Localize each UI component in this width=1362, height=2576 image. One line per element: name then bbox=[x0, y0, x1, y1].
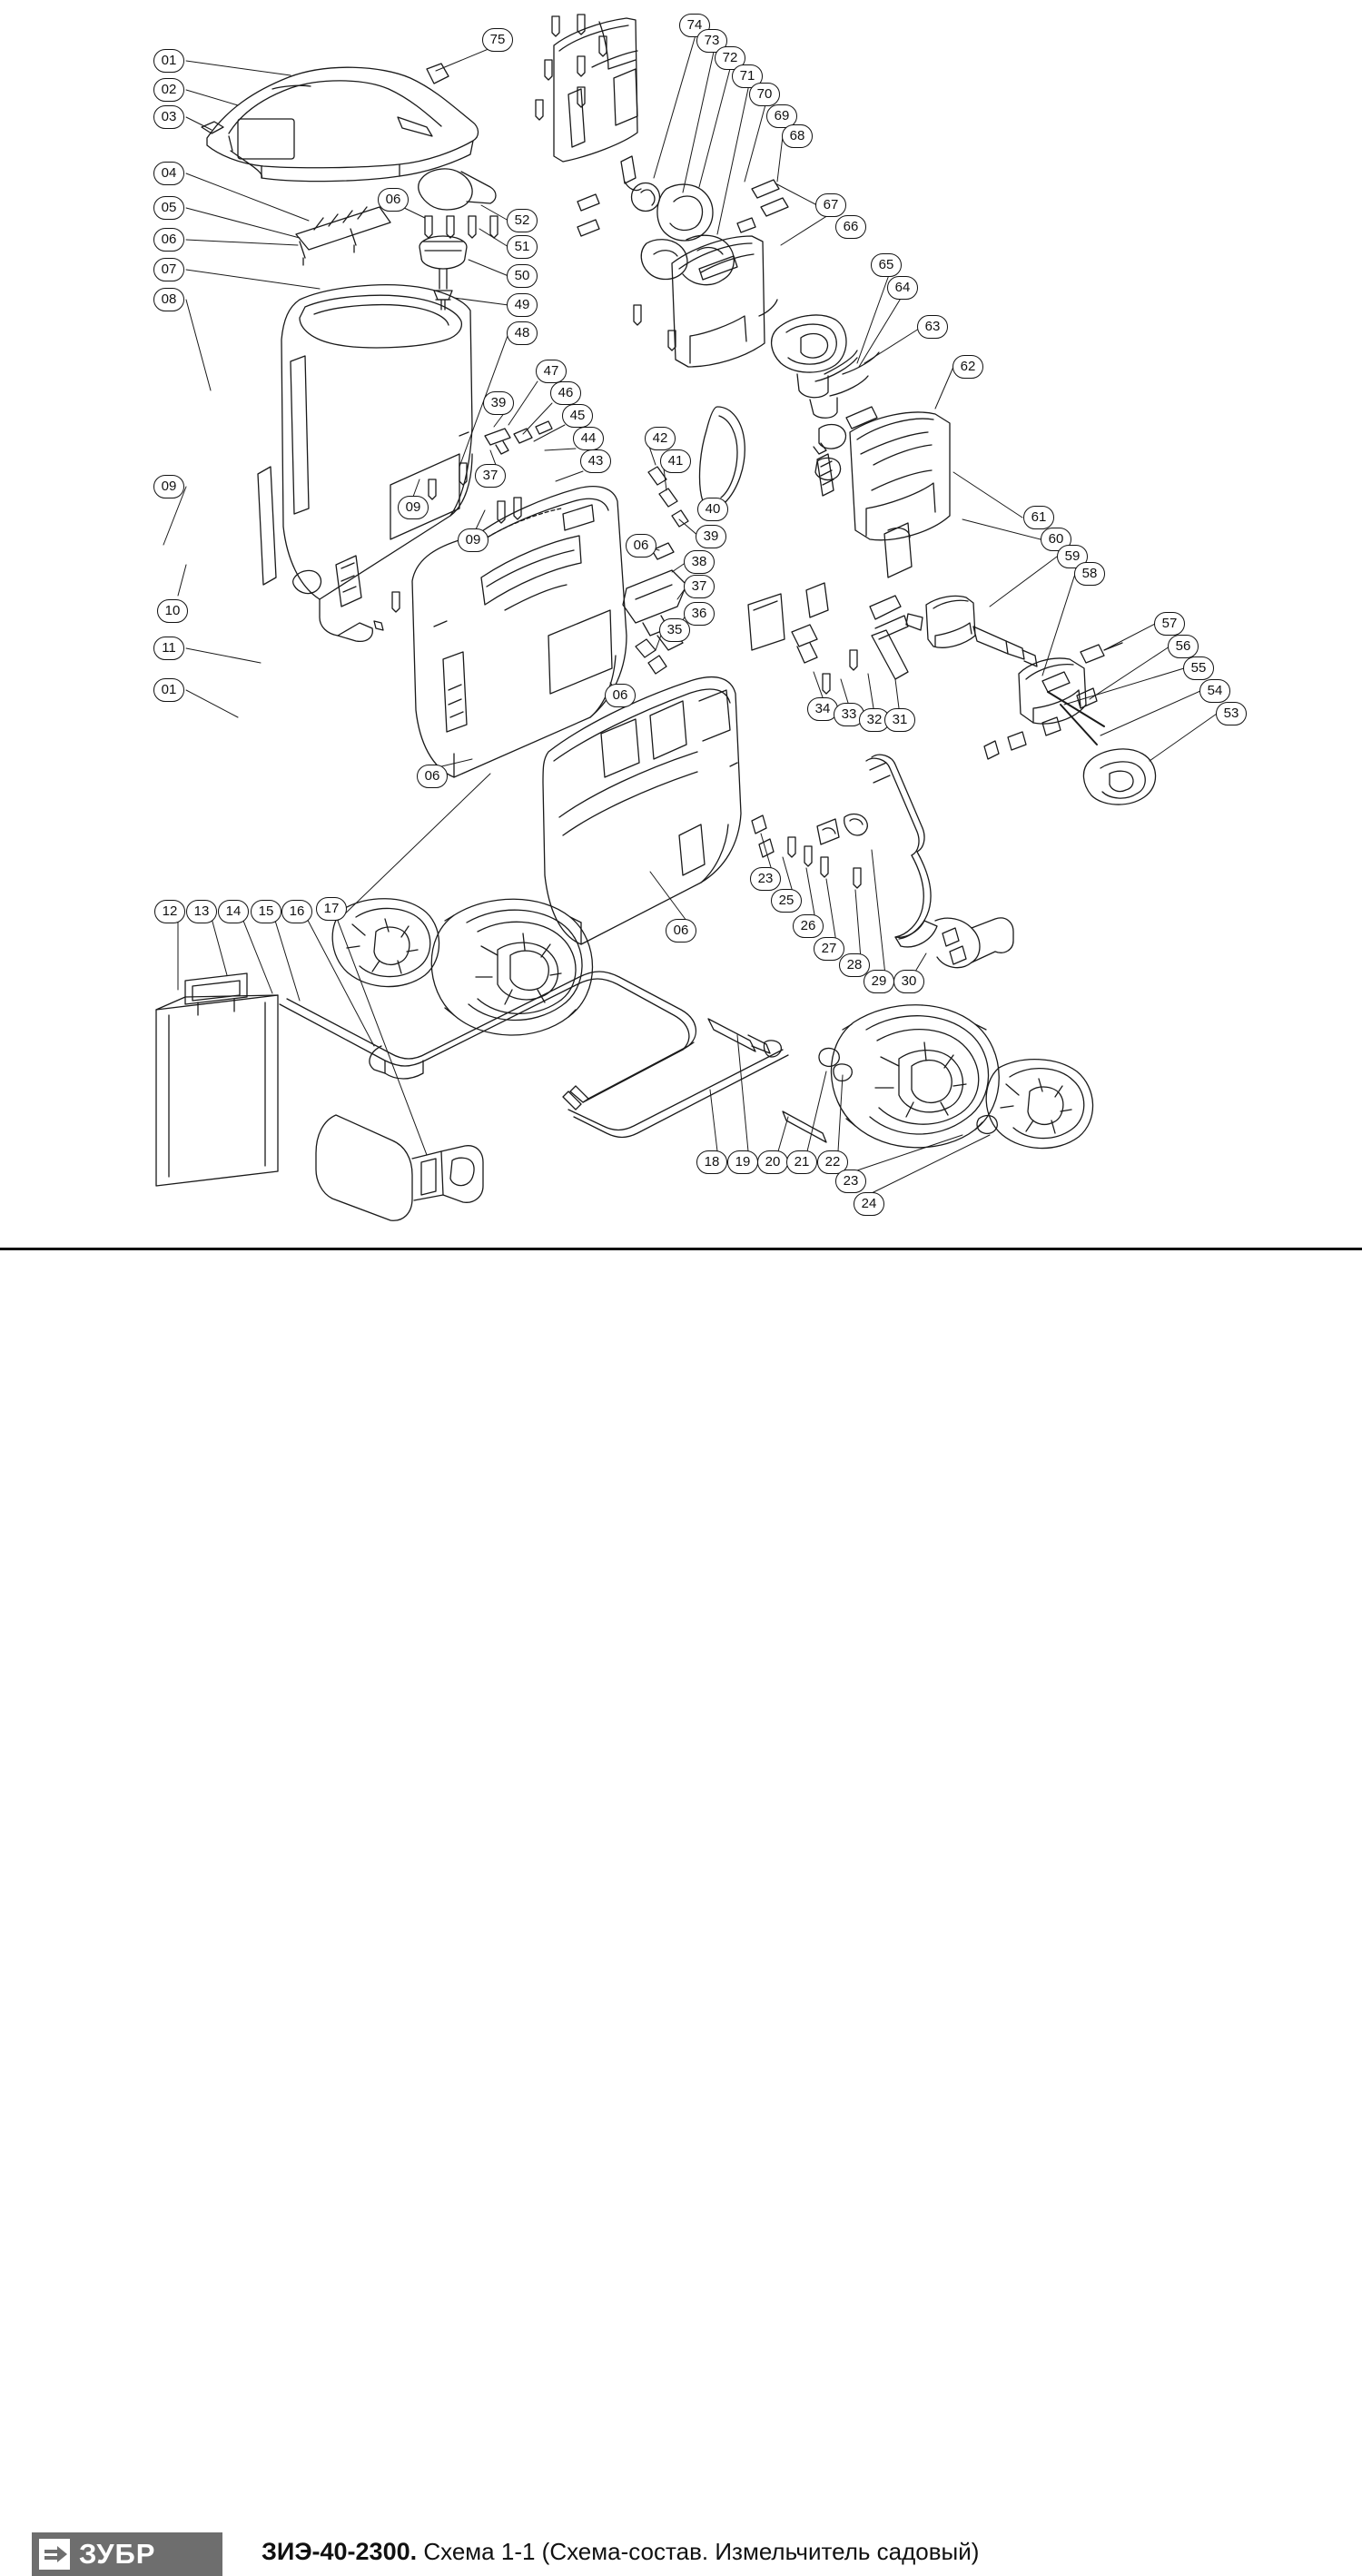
callout-27-69: 27 bbox=[814, 937, 844, 961]
callout-05-4: 05 bbox=[153, 196, 184, 220]
callout-31-41: 31 bbox=[884, 708, 915, 732]
callout-06-12: 06 bbox=[378, 188, 409, 212]
callout-20-81: 20 bbox=[757, 1150, 788, 1174]
callout-47-18: 47 bbox=[536, 360, 567, 383]
callout-06-28: 06 bbox=[605, 684, 636, 707]
callout-67-50: 67 bbox=[815, 193, 846, 217]
callout-42-30: 42 bbox=[645, 427, 676, 450]
callout-01-0: 01 bbox=[153, 49, 184, 73]
callout-04-3: 04 bbox=[153, 162, 184, 185]
callout-51-14: 51 bbox=[507, 235, 538, 259]
callout-60-57: 60 bbox=[1041, 528, 1071, 551]
arrow-glyph bbox=[57, 2546, 67, 2562]
callout-11-10: 11 bbox=[153, 637, 184, 660]
callout-09-8: 09 bbox=[153, 475, 184, 498]
callout-07-6: 07 bbox=[153, 258, 184, 281]
callout-37-35: 37 bbox=[684, 575, 715, 598]
callout-52-13: 52 bbox=[507, 209, 538, 232]
callout-73-44: 73 bbox=[696, 29, 727, 53]
callout-56-61: 56 bbox=[1168, 635, 1199, 658]
sheet-description: Схема 1-1 (Схема-состав. Измельчитель садовый) bbox=[423, 2538, 980, 2565]
callout-58-59: 58 bbox=[1074, 562, 1105, 586]
callout-15-76: 15 bbox=[251, 900, 281, 923]
callout-35-37: 35 bbox=[659, 618, 690, 642]
callout-54-63: 54 bbox=[1199, 679, 1230, 703]
callout-23-84: 23 bbox=[835, 1170, 866, 1193]
callout-44-21: 44 bbox=[573, 427, 604, 450]
callout-43-22: 43 bbox=[580, 449, 611, 473]
callout-46-19: 46 bbox=[550, 381, 581, 405]
callout-19-80: 19 bbox=[727, 1150, 758, 1174]
callout-74-43: 74 bbox=[679, 14, 710, 37]
callout-41-31: 41 bbox=[660, 449, 691, 473]
callout-68-49: 68 bbox=[782, 124, 813, 148]
callout-02-1: 02 bbox=[153, 78, 184, 102]
callout-55-62: 55 bbox=[1183, 656, 1214, 680]
callout-29-71: 29 bbox=[864, 970, 894, 993]
callout-65-52: 65 bbox=[871, 253, 902, 277]
callout-50-15: 50 bbox=[507, 264, 538, 288]
model-code: ЗИЭ-40-2300. bbox=[262, 2538, 418, 2565]
callout-26-68: 26 bbox=[793, 914, 824, 938]
callout-64-53: 64 bbox=[887, 276, 918, 300]
callout-17-78: 17 bbox=[316, 897, 347, 921]
brand-logo bbox=[32, 2532, 222, 2576]
callout-59-58: 59 bbox=[1057, 545, 1088, 568]
callout-30-72: 30 bbox=[893, 970, 924, 993]
callout-49-16: 49 bbox=[507, 293, 538, 317]
callout-22-83: 22 bbox=[817, 1150, 848, 1174]
callout-10-9: 10 bbox=[157, 599, 188, 623]
callout-61-56: 61 bbox=[1023, 506, 1054, 529]
callout-48-17: 48 bbox=[507, 321, 538, 345]
callout-33-39: 33 bbox=[834, 703, 864, 726]
callout-70-47: 70 bbox=[749, 83, 780, 106]
callout-66-51: 66 bbox=[835, 215, 866, 239]
callout-32-40: 32 bbox=[859, 708, 890, 732]
sheet-caption bbox=[262, 2538, 979, 2566]
callout-09-26: 09 bbox=[458, 528, 489, 552]
callout-40-32: 40 bbox=[697, 498, 728, 521]
callout-12-73: 12 bbox=[154, 900, 185, 923]
callout-23-66: 23 bbox=[750, 867, 781, 891]
callout-01-11: 01 bbox=[153, 678, 184, 702]
callout-16-77: 16 bbox=[281, 900, 312, 923]
zubr-arrow-logo-icon bbox=[39, 2539, 70, 2570]
callout-62-55: 62 bbox=[952, 355, 983, 379]
callout-06-5: 06 bbox=[153, 228, 184, 252]
callout-13-74: 13 bbox=[186, 900, 217, 923]
callout-38-34: 38 bbox=[684, 550, 715, 574]
sheet-footer bbox=[0, 1250, 1362, 2570]
callout-71-46: 71 bbox=[732, 64, 763, 88]
callout-72-45: 72 bbox=[715, 46, 745, 70]
callout-09-25: 09 bbox=[398, 496, 429, 519]
callout-39-23: 39 bbox=[483, 391, 514, 415]
callout-06-27: 06 bbox=[417, 765, 448, 788]
callout-45-20: 45 bbox=[562, 404, 593, 428]
callout-28-70: 28 bbox=[839, 953, 870, 977]
callout-39-33: 39 bbox=[696, 525, 726, 548]
callout-06-65: 06 bbox=[666, 919, 696, 943]
callout-53-64: 53 bbox=[1216, 702, 1247, 725]
brand-wordmark: ЗУБР bbox=[79, 2538, 156, 2570]
callout-34-38: 34 bbox=[807, 697, 838, 721]
callout-03-2: 03 bbox=[153, 105, 184, 129]
callout-24-85: 24 bbox=[854, 1192, 884, 1216]
callout-63-54: 63 bbox=[917, 315, 948, 339]
callout-06-29: 06 bbox=[626, 534, 656, 558]
callout-75-42: 75 bbox=[482, 28, 513, 52]
callout-14-75: 14 bbox=[218, 900, 249, 923]
callout-18-79: 18 bbox=[696, 1150, 727, 1174]
callout-36-36: 36 bbox=[684, 602, 715, 626]
callout-08-7: 08 bbox=[153, 288, 184, 311]
callout-37-24: 37 bbox=[475, 464, 506, 488]
callout-21-82: 21 bbox=[786, 1150, 817, 1174]
callout-69-48: 69 bbox=[766, 104, 797, 128]
callout-57-60: 57 bbox=[1154, 612, 1185, 636]
callout-25-67: 25 bbox=[771, 889, 802, 913]
